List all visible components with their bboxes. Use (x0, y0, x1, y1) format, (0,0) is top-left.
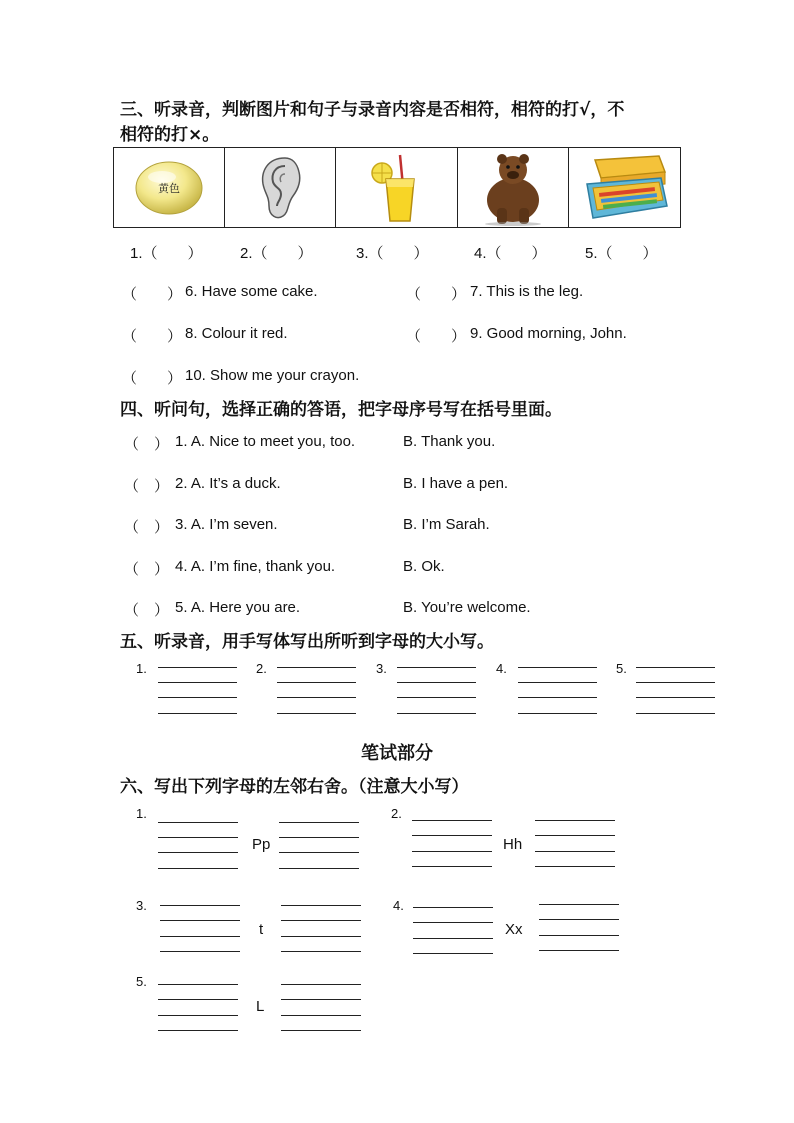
s4-item-3-a: 3. A. I’m seven. (175, 516, 278, 533)
s5-number-5: 5. (616, 661, 627, 676)
picture-answer-4[interactable]: 4.（ ） (474, 245, 547, 262)
picture-table (113, 147, 681, 228)
s6-number-1: 1. (136, 806, 147, 821)
item-10-text: 10. Show me your crayon. (185, 367, 360, 384)
s6-number-4: 4. (393, 898, 404, 913)
s6-letter-2: Hh (503, 836, 523, 853)
s4-item-5-a: 5. A. Here you are. (175, 599, 301, 616)
picture-cell-3 (336, 148, 459, 227)
item-7-text: 7. This is the leg. (470, 283, 584, 300)
picture-answer-5[interactable]: 5.（ ） (585, 245, 658, 262)
pencil-box-icon (581, 154, 669, 222)
s4-item-1-b: B. Thank you. (403, 433, 496, 450)
item-8-text: 8. Colour it red. (185, 325, 288, 342)
s6-letter-5: L (256, 998, 265, 1015)
s5-number-4: 4. (496, 661, 507, 676)
ear-icon (255, 154, 305, 222)
item-7-paren[interactable]: （ ） (406, 286, 467, 303)
item-9-paren[interactable]: （ ） (406, 328, 467, 345)
s5-number-1: 1. (136, 661, 147, 676)
s4-item-4-a: 4. A. I’m fine, thank you. (175, 558, 336, 575)
bear-icon (477, 150, 549, 226)
s5-number-2: 2. (256, 661, 267, 676)
section3-title-line1: 三、听录音，判断图片和句子与录音内容是否相符，相符的打√，不 (120, 100, 625, 120)
s5-number-3: 3. (376, 661, 387, 676)
item-8-paren[interactable]: （ ） (122, 328, 183, 345)
picture-cell-5 (569, 148, 680, 227)
s4-item-3-b: B. I’m Sarah. (403, 516, 490, 533)
s6-number-5: 5. (136, 974, 147, 989)
yellow-ball-icon (134, 159, 204, 217)
written-part-title: 笔试部分 (361, 743, 433, 764)
item-9-text: 9. Good morning, John. (470, 325, 627, 342)
picture-cell-2 (225, 148, 336, 227)
s4-item-2-b: B. I have a pen. (403, 475, 509, 492)
s4-item-5-b: B. You’re welcome. (403, 599, 531, 616)
section3-title-line2: 相符的打×。 (120, 125, 220, 145)
s4-item-2-a: 2. A. It’s a duck. (175, 475, 281, 492)
section6-title: 六、写出下列字母的左邻右舍。（注意大小写） (120, 777, 469, 797)
s6-letter-1: Pp (252, 836, 271, 853)
section5-title: 五、听录音，用手写体写出所听到字母的大小写。 (120, 632, 494, 652)
s6-number-2: 2. (391, 806, 402, 821)
s4-item-3-paren[interactable]: （ ） (124, 519, 170, 536)
yellow-ball-label: 黄色 (157, 181, 180, 195)
picture-answer-3[interactable]: 3.（ ） (356, 245, 429, 262)
s4-item-1-a: 1. A. Nice to meet you, too. (175, 433, 356, 450)
picture-cell-1 (114, 148, 225, 227)
juice-glass-icon (366, 153, 426, 223)
s4-item-4-paren[interactable]: （ ） (124, 561, 170, 578)
s4-item-4-b: B. Ok. (403, 558, 445, 575)
s6-letter-4: Xx (505, 921, 523, 938)
section4-title: 四、听问句，选择正确的答语，把字母序号写在括号里面。 (120, 400, 562, 420)
s4-item-5-paren[interactable]: （ ） (124, 602, 170, 619)
s4-item-1-paren[interactable]: （ ） (124, 436, 170, 453)
s6-number-3: 3. (136, 898, 147, 913)
item-10-paren[interactable]: （ ） (122, 370, 183, 387)
s6-letter-3: t (259, 921, 264, 938)
picture-cell-4 (458, 148, 569, 227)
item-6-text: 6. Have some cake. (185, 283, 318, 300)
picture-answer-1[interactable]: 1.（ ） (130, 245, 203, 262)
item-6-paren[interactable]: （ ） (122, 286, 183, 303)
s4-item-2-paren[interactable]: （ ） (124, 478, 170, 495)
picture-answer-2[interactable]: 2.（ ） (240, 245, 313, 262)
